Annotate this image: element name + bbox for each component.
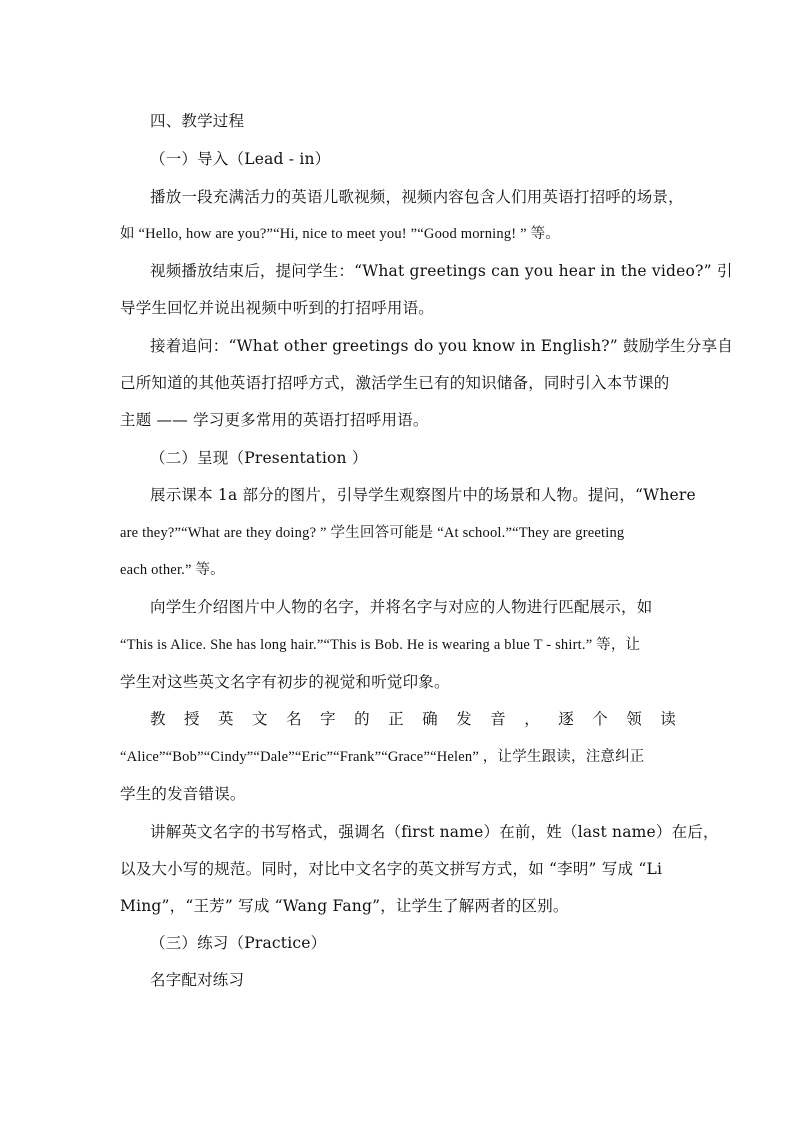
- paragraph-line: are they?”“What are they doing? ” 学生回答可能是 “At school.”“They are greeting: [120, 525, 625, 541]
- paragraph-line: 视频播放结束后，提问学生：“What greetings can you hear in the video?” 引: [150, 262, 733, 280]
- paragraph-line: 名字配对练习: [150, 971, 245, 989]
- paragraph-line: “Alice”“Bob”“Cindy”“Dale”“Eric”“Frank”“Grace”“Helen” ，让学生跟读，注意纠正: [120, 749, 645, 765]
- paragraph-line: 主题 —— 学习更多常用的英语打招呼用语。: [120, 411, 429, 429]
- paragraph-line: Ming”，“王芳” 写成 “Wang Fang”，让学生了解两者的区别。: [120, 897, 569, 915]
- paragraph-line: 导学生回忆并说出视频中听到的打招呼用语。: [120, 299, 435, 317]
- subsection-heading: （二）呈现（Presentation ）: [150, 449, 368, 467]
- paragraph-line: each other.” 等。: [120, 562, 225, 578]
- paragraph-line: “This is Alice. She has long hair.”“This is Bob. He is wearing a blue T - shirt.” 等，让: [120, 637, 641, 653]
- paragraph-line: 如 “Hello, how are you?”“Hi, nice to meet you! ”“Good morning! ” 等。: [120, 226, 561, 242]
- paragraph-line: 以及大小写的规范。同时，对比中文名字的英文拼写方式，如 “李明” 写成 “Li: [120, 860, 663, 878]
- section-heading: 四、教学过程: [150, 112, 245, 130]
- subsection-heading: （三）练习（Practice）: [150, 934, 327, 952]
- paragraph-line: 己所知道的其他英语打招呼方式，激活学生已有的知识储备，同时引入本节课的: [120, 374, 670, 392]
- paragraph-line: 学生的发音错误。: [120, 785, 246, 803]
- subsection-heading: （一）导入（Lead - in）: [150, 150, 331, 168]
- paragraph-line: 向学生介绍图片中人物的名字，并将名字与对应的人物进行匹配展示，如: [150, 598, 653, 616]
- paragraph-line: 教授英文名字的正确发音，逐个领读: [150, 710, 676, 728]
- paragraph-line: 接着追问：“What other greetings do you know in English?” 鼓励学生分享自: [150, 337, 733, 355]
- paragraph-line: 播放一段充满活力的英语儿歌视频，视频内容包含人们用英语打招呼的场景，: [150, 188, 684, 206]
- paragraph-line: 讲解英文名字的书写格式，强调名（first name）在前，姓（last name）在后，: [150, 823, 719, 841]
- paragraph-line: 学生对这些英文名字有初步的视觉和听觉印象。: [120, 673, 450, 691]
- paragraph-line: 展示课本 1a 部分的图片，引导学生观察图片中的场景和人物。提问，“Where: [150, 486, 696, 504]
